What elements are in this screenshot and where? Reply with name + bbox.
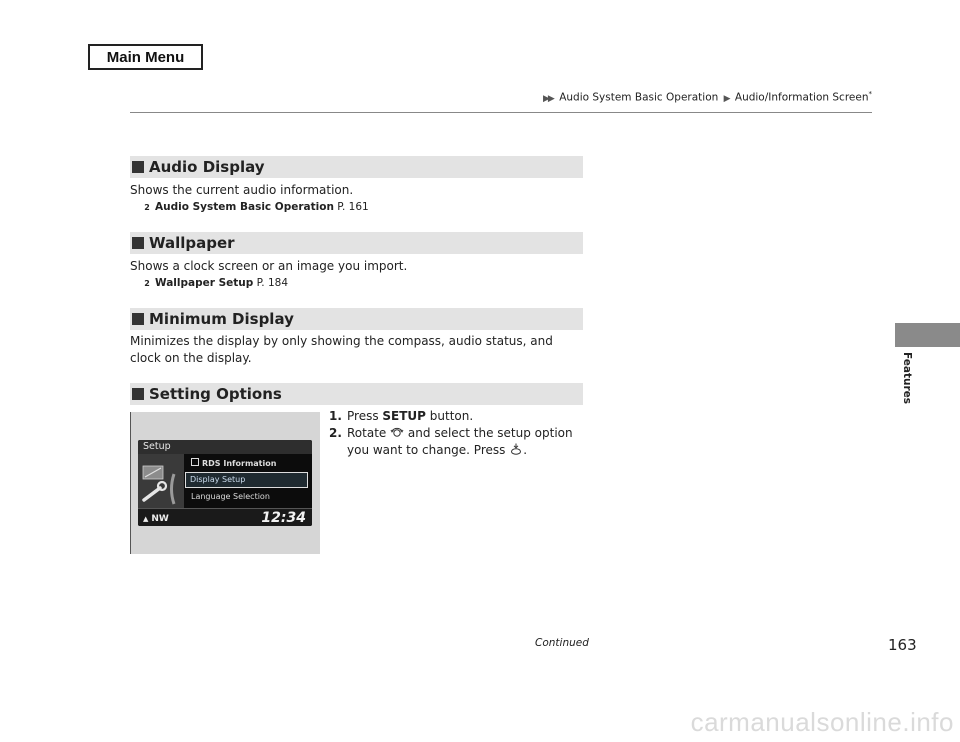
xref-label[interactable]: Audio System Basic Operation [155, 201, 334, 213]
section-setting-options [130, 383, 583, 405]
minimum-display-text: Minimizes the display by only showing the compass, audio status, and clock on the display. [130, 334, 553, 365]
section-audio-display [130, 156, 583, 178]
step-number: 2. [329, 426, 342, 440]
screen-clock: 12:34 [261, 510, 306, 526]
step-number: 1. [329, 409, 342, 423]
section-square-icon [132, 161, 144, 173]
breadcrumb-part1[interactable]: Audio System Basic Operation [559, 91, 719, 104]
xref-page: P. 184 [256, 277, 289, 289]
step-text: and select the setup option you want to change. Press [347, 426, 573, 457]
step-1 [329, 408, 589, 425]
page-number: 163 [888, 636, 917, 654]
screen-option-display-setup: Display Setup [185, 472, 308, 488]
watermark: carmanualsonline.info [690, 707, 954, 737]
screen-header: Setup [138, 440, 312, 454]
audio-display-text: Shows the current audio information. [130, 183, 354, 197]
setup-screen-illustration [138, 440, 312, 526]
screen-option-rds: RDS Information [191, 458, 276, 468]
wrench-settings-icon [138, 454, 184, 508]
step-text: button. [425, 409, 474, 423]
xref-wallpaper-setup[interactable] [143, 277, 288, 289]
interface-dial-press-icon [509, 443, 523, 455]
breadcrumb-part2: Audio/Information Screen [734, 91, 869, 104]
main-menu-button[interactable]: Main Menu [88, 44, 203, 70]
section-title: Minimum Display [149, 310, 294, 328]
features-side-label: Features [901, 352, 913, 404]
features-side-tab[interactable] [895, 323, 960, 347]
setting-steps [329, 408, 589, 459]
screen-footer [138, 508, 312, 526]
section-title: Wallpaper [149, 234, 235, 252]
header-rule [130, 112, 872, 113]
section-title: Setting Options [149, 385, 282, 403]
screen-option-language: Language Selection [191, 492, 270, 501]
continued-label: Continued [535, 637, 589, 649]
cross-reference-icon: 2 [144, 203, 150, 212]
screen-left-panel [138, 454, 184, 508]
compass-arrow-icon: ▲ [143, 515, 149, 523]
step-text: Rotate [347, 426, 391, 440]
setup-key-label: SETUP [382, 409, 426, 423]
section-title: Audio Display [149, 158, 265, 176]
breadcrumb-arrow-icon: ▶ [723, 93, 731, 104]
cross-reference-icon: 2 [144, 279, 150, 288]
breadcrumb-arrows: ▶▶ [543, 93, 553, 104]
xref-label[interactable]: Wallpaper Setup [155, 277, 254, 289]
step-2 [329, 425, 589, 459]
step-text: Press [347, 409, 383, 423]
checkbox-icon [191, 458, 199, 466]
breadcrumb [543, 90, 872, 104]
breadcrumb-mark: * [868, 90, 872, 98]
section-square-icon [132, 237, 144, 249]
wallpaper-text: Shows a clock screen or an image you import. [130, 259, 408, 273]
section-square-icon [132, 388, 144, 400]
step-text: . [523, 443, 528, 457]
section-wallpaper [130, 232, 583, 254]
interface-dial-rotate-icon [390, 426, 404, 438]
xref-audio-basic[interactable] [143, 201, 369, 213]
compass-heading: ▲ NW [143, 514, 169, 524]
section-square-icon [132, 313, 144, 325]
xref-page: P. 161 [337, 201, 369, 213]
section-minimum-display [130, 308, 583, 330]
